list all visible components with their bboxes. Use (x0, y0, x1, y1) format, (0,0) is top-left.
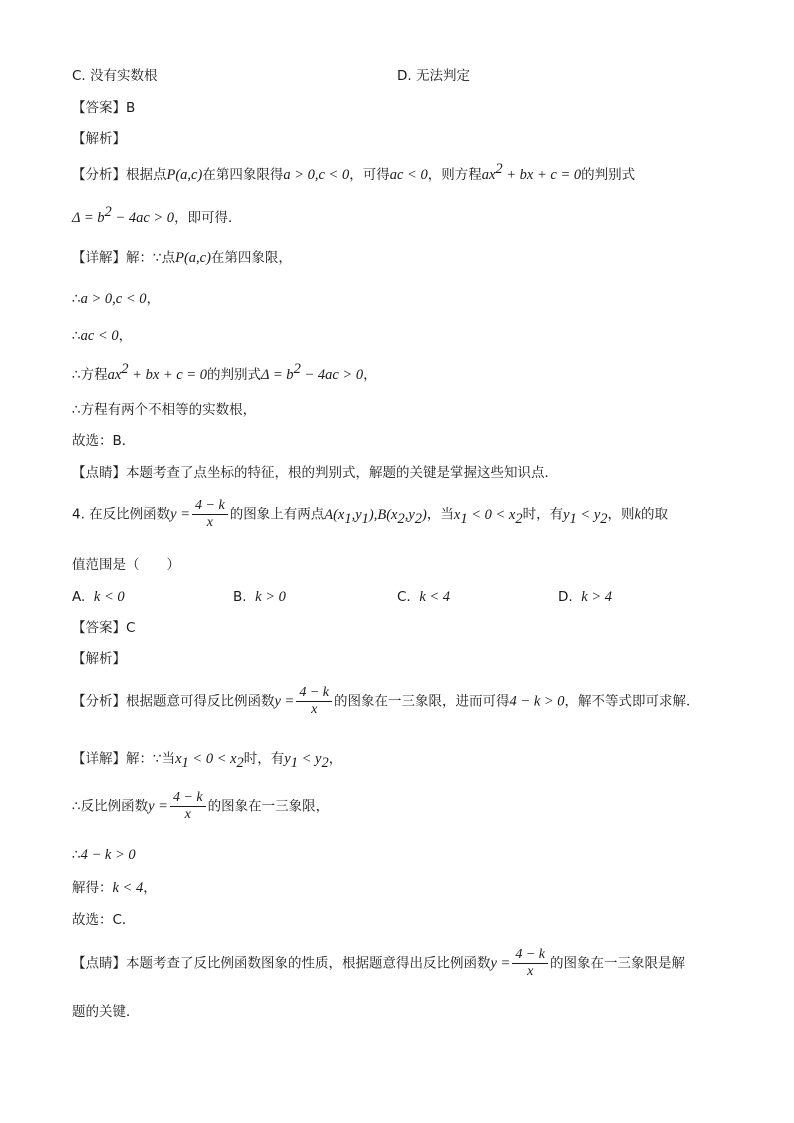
q4-analysis: 【分析】根据题意可得反比例函数y = $\frac{4 - k}{x}$ 的图象在一三象限，进而可得4 − k > 0，解不等式即可求解． (72, 685, 700, 717)
q4-step1-fraction: $\frac{4 - k}{x}$ (170, 790, 206, 823)
q3-answer: 【答案】B (72, 100, 136, 116)
option-d-text (397, 67, 470, 85)
q4-option-c: C. k < 4 (397, 589, 451, 605)
q4-dianjing-line2: 题的关键． (72, 1004, 140, 1020)
q4-step2: ∴4 − k > 0 (72, 847, 136, 863)
q4-detail-line1: 【详解】解：∵当$x_1 < 0 < x_2$时，有$y_1 < y_2$， (72, 751, 343, 771)
q4-stem-line2: 值范围是（ ） (72, 557, 180, 573)
option-c-text (72, 67, 158, 85)
q4-step1: ∴反比例函数y = $\frac{4 - k}{x}$ 的图象在一三象限， (72, 790, 330, 822)
option-d: D. 无法判定 (397, 68, 470, 84)
q4-choose: 故选：C． (72, 912, 136, 928)
q3-analysis-line1: 【分析】根据点P(a,c)在第四象限得a > 0,c < 0，可得ac < 0，则方程$ax^2$ + bx + c = 0的判别式 (72, 161, 636, 183)
q4-jiexi-heading: 【解析】 (72, 651, 126, 667)
q4-step3: 解得：k < 4， (72, 880, 157, 896)
option-c: C. 没有实数根 (72, 68, 158, 84)
q3-step4: ∴方程有两个不相等的实数根， (72, 402, 257, 418)
q4-analysis-fraction: $\frac{4 - k}{x}$ (296, 685, 332, 718)
q4-option-b: B. k > 0 (233, 589, 286, 605)
q4-dianjing-line1: 【点睛】本题考查了反比例函数图象的性质，根据题意得出反比例函数y = $\frac{4 - k}{x}$ 的图象在一三象限是解 (72, 947, 686, 979)
q4-stem-line1: 4. 在反比例函数y = $\frac{4 - k}{x}$ 的图象上有两点$A(x_1,y_1),B(x_2,y_2)$，当$x_1 < 0 < x_2$时，有$y_1 < y_2$，则k的取 (72, 498, 668, 530)
q4-option-a: A. k < 0 (72, 589, 125, 605)
q3-dianjing: 【点睛】本题考查了点坐标的特征，根的判别式，解题的关键是掌握这些知识点． (72, 465, 558, 481)
q4-answer: 【答案】C (72, 620, 136, 636)
q4-stem-fraction: $\frac{4 - k}{x}$ (192, 498, 228, 531)
q3-step2: ∴ac < 0， (72, 328, 133, 344)
q4-dianjing-fraction: $\frac{4 - k}{x}$ (512, 947, 548, 980)
q4-option-d: D. k > 4 (558, 589, 613, 605)
q3-step3: ∴方程$ax^2$ + bx + c = 0的判别式$\Delta = b^2 - 4ac > 0$， (72, 361, 377, 383)
q3-analysis-line2: $\Delta = b^2 - 4ac > 0$，即可得． (72, 204, 242, 226)
q3-jiexi-heading: 【解析】 (72, 131, 126, 147)
q3-detail-line1: 【详解】解：∵点P(a,c)在第四象限， (72, 250, 292, 266)
q3-choose: 故选：B． (72, 433, 136, 449)
q3-step1: ∴a > 0,c < 0， (72, 291, 160, 307)
